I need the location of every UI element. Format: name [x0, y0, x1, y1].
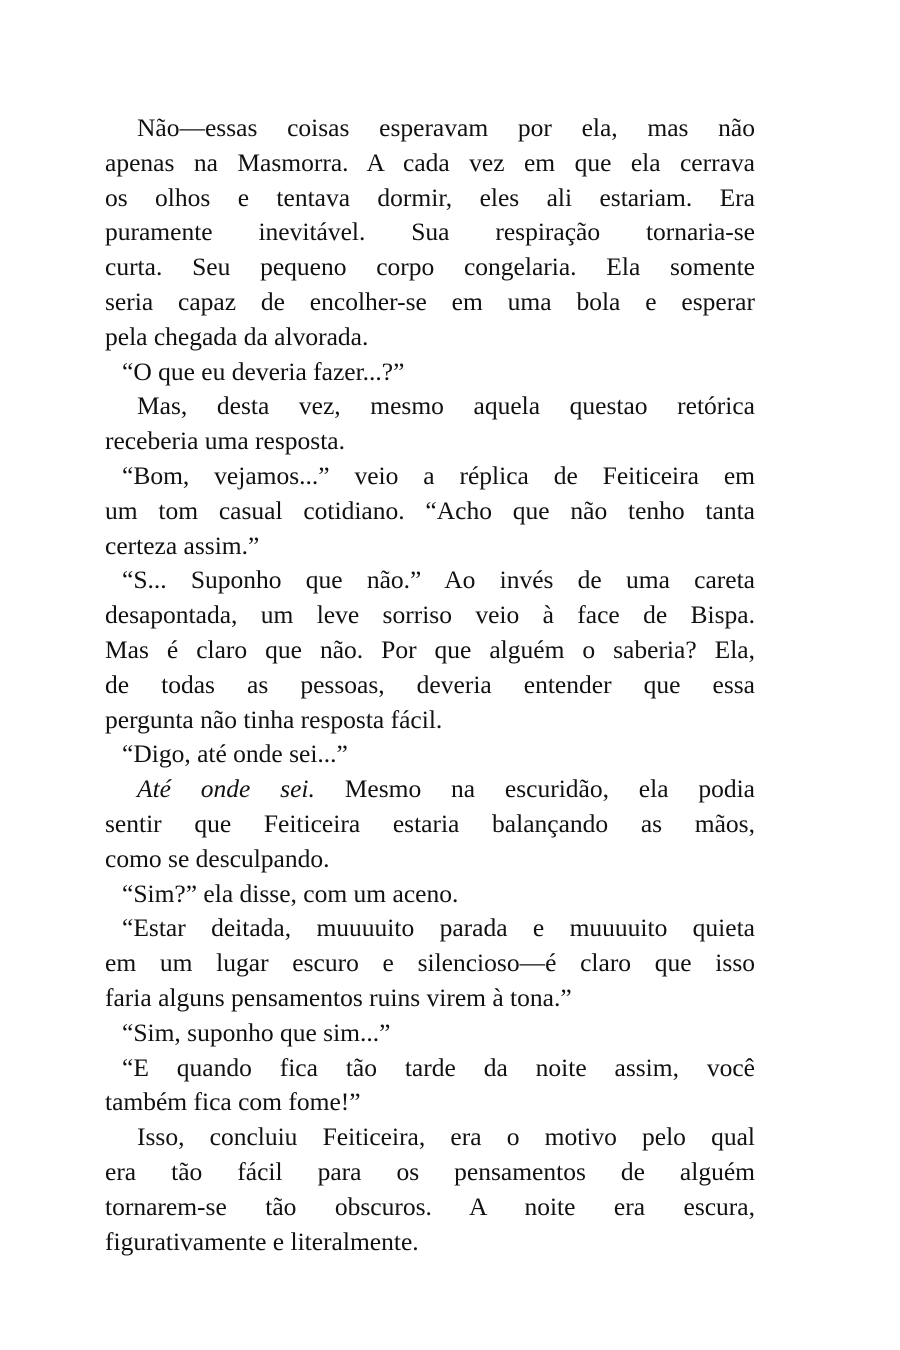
text-line: receberia uma resposta.	[105, 426, 345, 456]
text-line: pergunta não tinha resposta fácil.	[105, 704, 443, 734]
text-line: de todas as pessoas, deveria entender que essa	[105, 669, 755, 699]
text-run: Mesmo na escuridão, ela podia	[314, 774, 755, 804]
text-line: certeza assim.”	[105, 530, 260, 560]
text-line: tornarem-se tão obscuros. A noite era escura,	[105, 1191, 755, 1221]
paragraph-dialogue	[105, 459, 755, 563]
book-page	[105, 111, 755, 1259]
text-line: “Estar deitada, muuuuito parada e muuuuito quieta	[122, 913, 755, 943]
text-line: também fica com fome!”	[105, 1087, 361, 1117]
text-line: sentir que Feiticeira estaria balançando as mãos,	[105, 808, 755, 838]
text-line: era tão fácil para os pensamentos de alguém	[105, 1156, 755, 1186]
text-line: figurativamente e literalmente.	[105, 1226, 419, 1256]
paragraph-dialogue	[105, 355, 755, 390]
text-line: em um lugar escuro e silencioso—é claro que isso	[105, 948, 755, 978]
paragraph-dialogue	[105, 911, 755, 1015]
text-line: faria alguns pensamentos ruins virem à tona.”	[105, 982, 572, 1012]
text-line: “Sim?” ela disse, com um aceno.	[122, 878, 459, 908]
text-line: puramente inevitável. Sua respiração tornaria-se	[105, 217, 755, 247]
paragraph-dialogue	[105, 737, 755, 772]
paragraph-narrative	[105, 772, 755, 876]
text-line: “S... Suponho que não.” Ao invés de uma careta	[122, 565, 755, 595]
text-line: Isso, concluiu Feiticeira, era o motivo pelo qual	[137, 1122, 755, 1152]
text-line: um tom casual cotidiano. “Acho que não tenho tanta	[105, 495, 755, 525]
text-line: Não—essas coisas esperavam por ela, mas não	[137, 113, 755, 142]
paragraph-dialogue	[105, 563, 755, 737]
text-line	[105, 772, 755, 807]
paragraph-narrative	[105, 111, 755, 355]
paragraph-dialogue	[105, 1051, 755, 1121]
text-line: “Sim, suponho que sim...”	[122, 1017, 391, 1047]
paragraph-narrative	[105, 1120, 755, 1259]
text-line: Mas, desta vez, mesmo aquela questao retórica	[137, 391, 755, 421]
paragraph-narrative	[105, 389, 755, 459]
text-line: apenas na Masmorra. A cada vez em que ela cerrava	[105, 147, 755, 177]
text-line: como se desculpando.	[105, 843, 330, 873]
text-line: curta. Seu pequeno corpo congelaria. Ela somente	[105, 252, 755, 282]
text-line: desapontada, um leve sorriso veio à face de Bispa.	[105, 600, 755, 630]
paragraph-dialogue	[105, 877, 755, 912]
text-line: “Bom, vejamos...” veio a réplica de Feiticeira em	[122, 460, 755, 490]
text-line: “Digo, até onde sei...”	[122, 739, 348, 769]
text-line: “E quando fica tão tarde da noite assim, você	[122, 1052, 755, 1082]
paragraph-dialogue	[105, 1016, 755, 1051]
text-line: “O que eu deveria fazer...?”	[122, 356, 405, 386]
text-line: seria capaz de encolher-se em uma bola e esperar	[105, 286, 755, 316]
text-line: pela chegada da alvorada.	[105, 321, 369, 351]
italic-phrase: Até onde sei.	[137, 774, 315, 804]
text-line: Mas é claro que não. Por que alguém o saberia? Ela,	[105, 634, 755, 664]
text-line: os olhos e tentava dormir, eles ali estariam. Era	[105, 182, 755, 212]
